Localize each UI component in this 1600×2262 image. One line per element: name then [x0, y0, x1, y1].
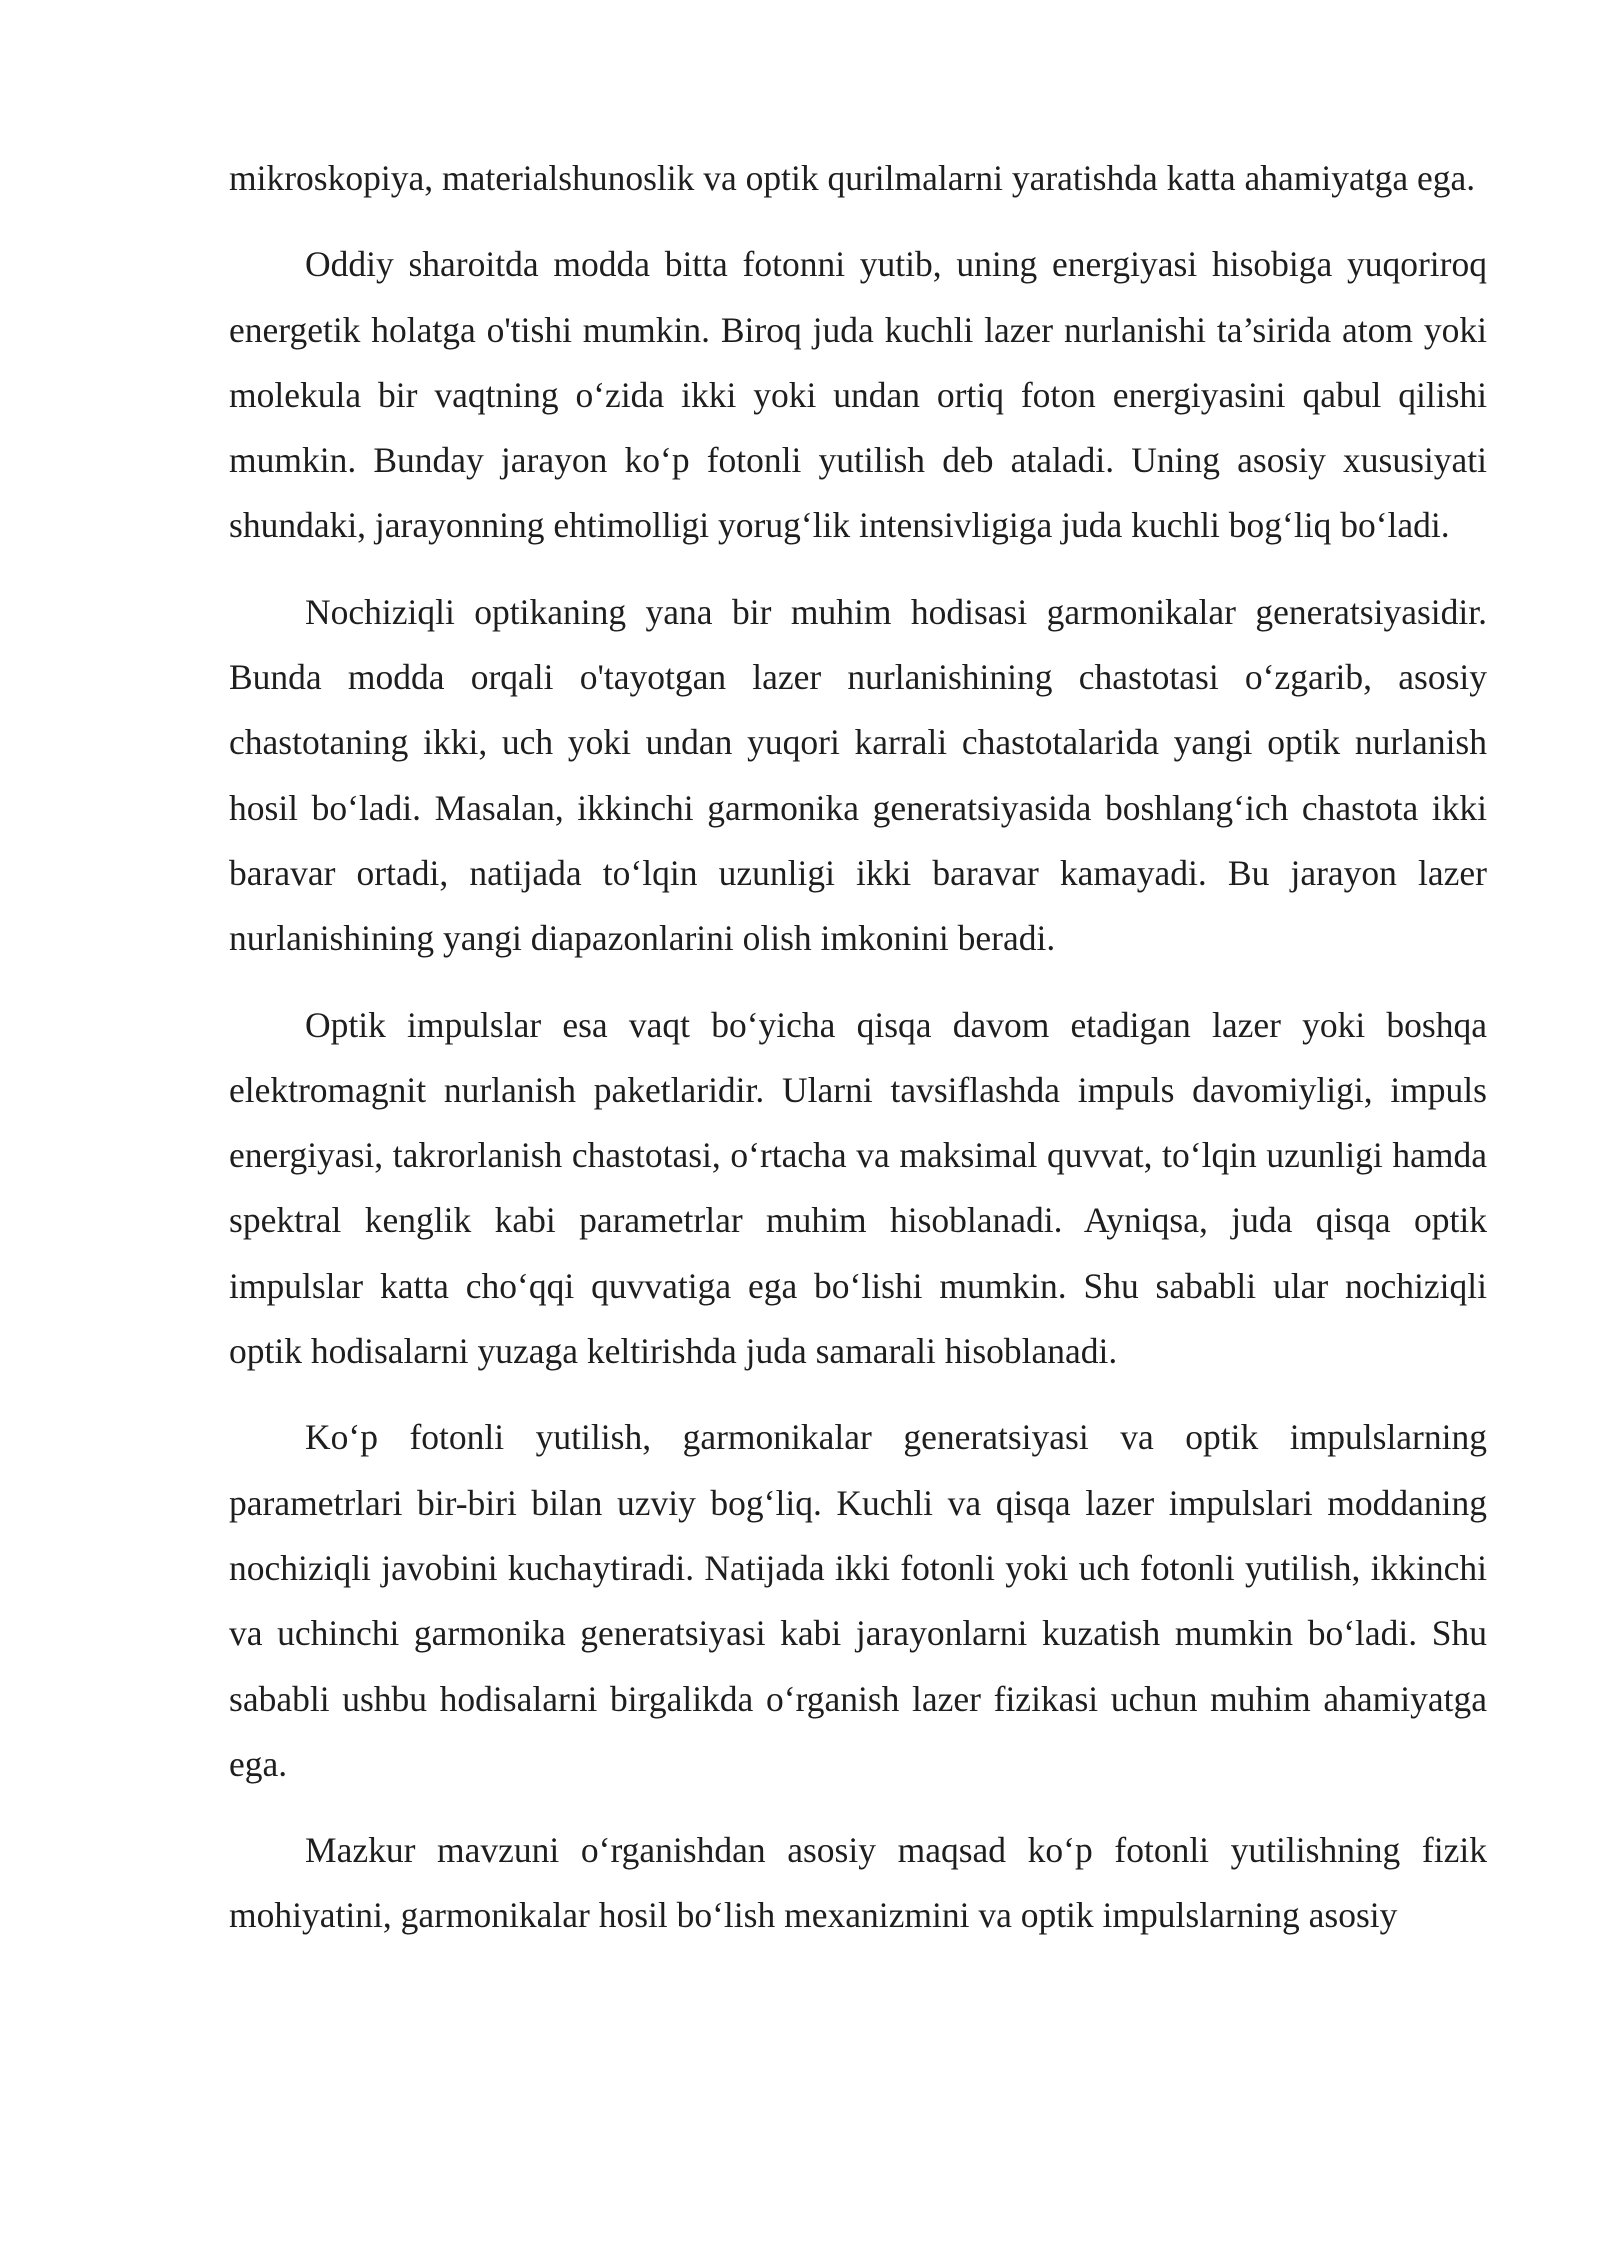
- paragraph-harmonic-generation: Nochiziqli optikaning yana bir muhim hodisasi garmonikalar generatsiyasidir. Bunda modda orqali o'tayotgan lazer nurlanishining chastotasi o‘zgarib, asosiy chastotaning ikki, uch yoki undan yuqori karrali chastotalarida yangi optik nurlanish hosil bo‘ladi. Masalan, ikkinchi garmonika generatsiyasida boshlang‘ich chastota ikki baravar ortadi, natijada to‘lqin uzunligi ikki baravar kamayadi. Bu jarayon lazer nurlanishining yangi diapazonlarini olish imkonini beradi.: [229, 591, 1487, 959]
- paragraph-single-photon-absorption: Oddiy sharoitda modda bitta fotonni yutib, uning energiyasi hisobiga yuqoriroq energetik holatga o'tishi mumkin. Biroq juda kuchli lazer nurlanishi ta’sirida atom yoki molekula bir vaqtning o‘zida ikki yoki undan ortiq foton energiyasini qabul qilishi mumkin. Bunday jarayon ko‘p fotonli yutilish deb ataladi. Uning asosiy xususiyati shundaki, jarayonning ehtimolligi yorug‘lik intensivligiga juda kuchli bog‘liq bo‘ladi.: [229, 244, 1487, 546]
- paragraph-relation: Ko‘p fotonli yutilish, garmonikalar generatsiyasi va optik impulslarning parametrlari bir-biri bilan uzviy bog‘liq. Kuchli va qisqa lazer impulslari moddaning nochiziqli javobini kuchaytiradi. Natijada ikki fotonli yoki uch fotonli yutilish, ikkinchi va uchinchi garmonika generatsiyasi kabi jarayonlarni kuzatish mumkin bo‘ladi. Shu sababli ushbu hodisalarni birgalikda o‘rganish lazer fizikasi uchun muhim ahamiyatga ega.: [229, 1417, 1487, 1784]
- document-body: [229, 146, 1487, 1970]
- paragraph-goal: Mazkur mavzuni o‘rganishdan asosiy maqsad ko‘p fotonli yutilishning fizik mohiyatini, garmonikalar hosil bo‘lish mexanizmini va optik impulslarning asosiy: [229, 1830, 1487, 1936]
- paragraph-optical-pulses: Optik impulslar esa vaqt bo‘yicha qisqa davom etadigan lazer yoki boshqa elektromagnit nurlanish paketlaridir. Ularni tavsiflashda impuls davomiyligi, impuls energiyasi, takrorlanish chastotasi, o‘rtacha va maksimal quvvat, to‘lqin uzunligi hamda spektral kenglik kabi parametrlar muhim hisoblanadi. Ayniqsa, juda qisqa optik impulslar katta cho‘qqi quvvatiga ega bo‘lishi mumkin. Shu sababli ular nochiziqli optik hodisalarni yuzaga keltirishda juda samarali hisoblanadi.: [229, 1004, 1487, 1372]
- paragraph-continuation: mikroskopiya, materialshunoslik va optik qurilmalarni yaratishda katta ahamiyatga ega.: [229, 158, 1476, 198]
